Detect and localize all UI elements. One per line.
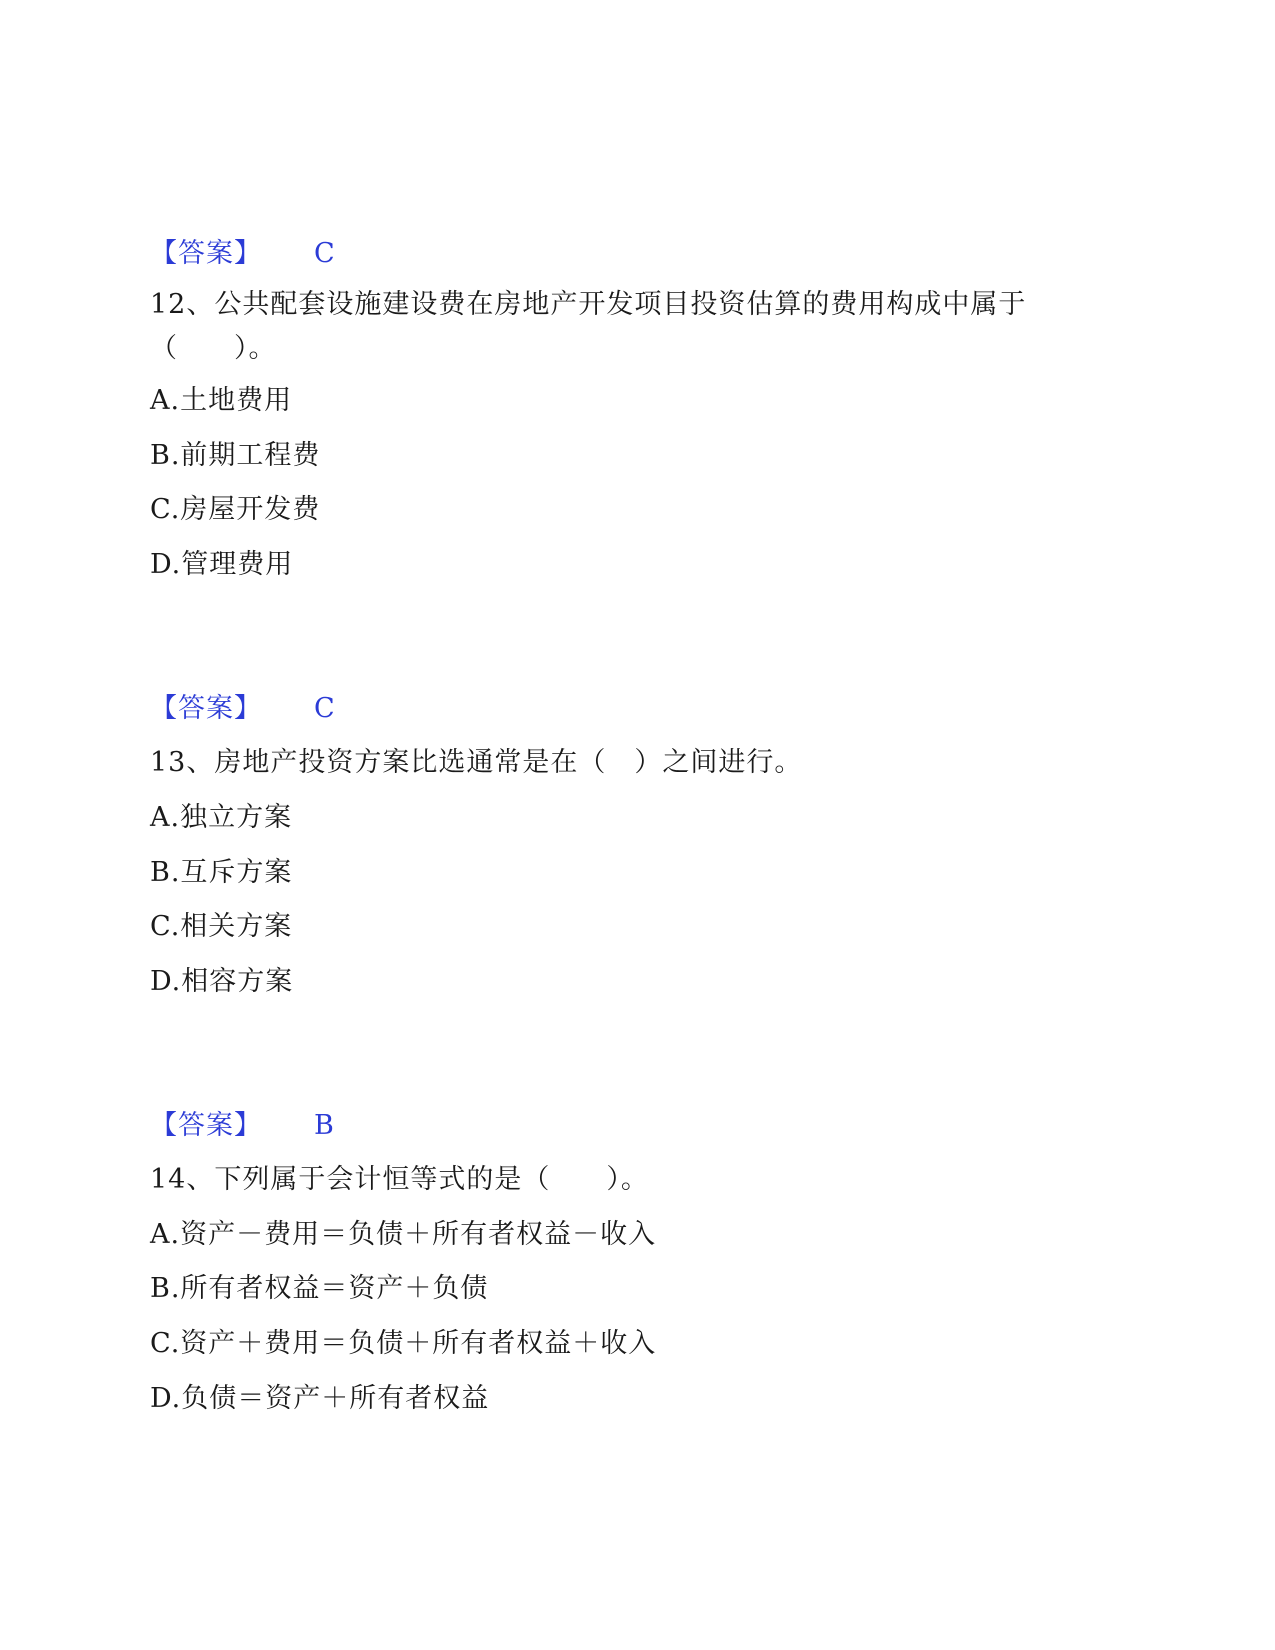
answer-line-q12 (150, 691, 336, 727)
question-12-option-a: A.土地费用 (150, 385, 293, 416)
question-13-text: 13、房地产投资方案比选通常是在（ ）之间进行。 (150, 747, 803, 778)
question-13-option-d: D.相容方案 (150, 966, 294, 997)
answer-line-q11 (150, 236, 336, 272)
answer-label: 【答案】 (150, 238, 262, 269)
question-12-option-d: D.管理费用 (150, 549, 294, 580)
question-12-text: 12、公共配套设施建设费在房地产开发项目投资估算的费用构成中属于（ ）。 (150, 289, 1027, 364)
question-14-option-d: D.负债＝资产＋所有者权益 (150, 1383, 490, 1414)
answer-value: C (314, 693, 336, 724)
question-14-option-a: A.资产－费用＝负债＋所有者权益－收入 (150, 1219, 657, 1250)
question-12-option-c: C.房屋开发费 (150, 494, 321, 525)
answer-label: 【答案】 (150, 1110, 262, 1141)
question-14-option-c: C.资产＋费用＝负债＋所有者权益＋收入 (150, 1328, 657, 1359)
answer-value: C (314, 238, 336, 269)
question-14-option-b: B.所有者权益＝资产＋负债 (150, 1273, 489, 1304)
question-12-option-b: B.前期工程费 (150, 440, 321, 471)
answer-value: B (314, 1110, 335, 1141)
answer-line-q13 (150, 1108, 335, 1144)
answer-label: 【答案】 (150, 693, 262, 724)
question-13-option-b: B.互斥方案 (150, 857, 293, 888)
question-13-option-c: C.相关方案 (150, 911, 293, 942)
question-14-text: 14、下列属于会计恒等式的是（ ）。 (150, 1164, 649, 1195)
question-13-option-a: A.独立方案 (150, 802, 293, 833)
